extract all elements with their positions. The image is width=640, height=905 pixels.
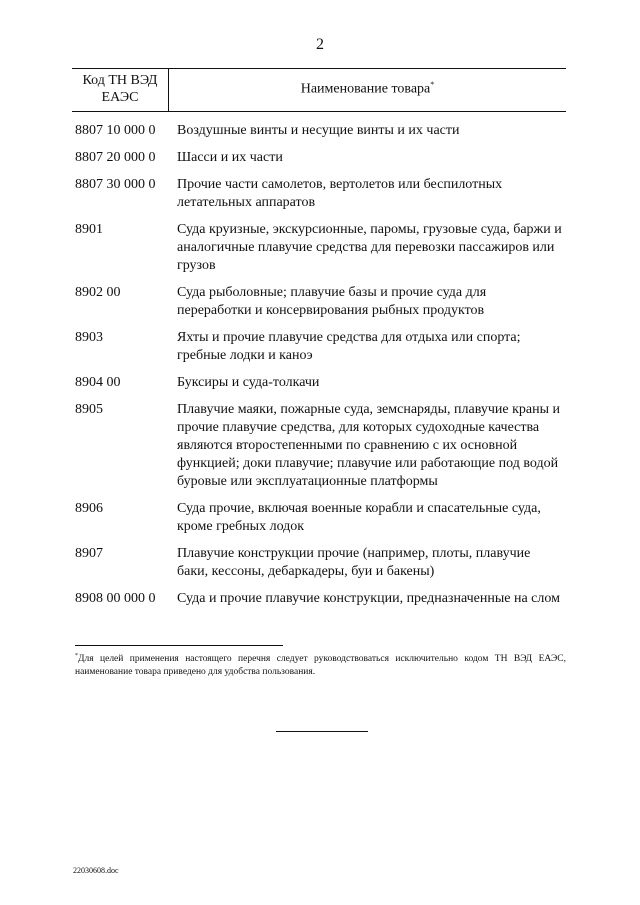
row-name: Воздушные винты и несущие винты и их части [177,123,460,138]
document-id: 22030608.doc [73,866,119,875]
table-row [75,176,569,212]
header-name-label: Наименование товара [300,81,431,97]
row-name: Яхты и прочие плавучие средства для отдыха или спорта; гребные лодки и каноэ [177,330,521,363]
row-name: Буксиры и суда-толкачи [177,375,320,390]
row-name: Плавучие конструкции прочие (например, плоты, плавучие баки, кессоны, дебаркадеры, буи и бакены) [177,546,531,579]
table-row [75,545,569,581]
row-code: 8908 00 000 0 [75,591,156,606]
footnote-divider [75,645,283,646]
table-row [75,122,569,140]
row-name: Суда и прочие плавучие конструкции, предназначенные на слом [177,591,560,606]
row-code: 8903 [75,330,103,345]
table-row [75,284,569,320]
header-name-column [169,69,566,111]
end-divider [276,731,368,732]
table-row [75,329,569,365]
table-row [75,149,569,167]
header-code-column: Код ТН ВЭД ЕАЭС [72,69,169,111]
row-code: 8807 20 000 0 [75,150,156,165]
row-code: 8807 30 000 0 [75,177,156,192]
footnote-mark: * [75,653,78,659]
row-code: 8902 00 [75,285,121,300]
table-row [75,221,569,275]
row-code: 8901 [75,222,103,237]
row-name: Суда прочие, включая военные корабли и спасательные суда, кроме гребных лодок [177,501,541,534]
row-code: 8905 [75,402,103,417]
table-row [75,401,569,491]
row-code: 8906 [75,501,103,516]
table-header [72,68,566,112]
goods-list [75,122,569,617]
footnote-text: Для целей применения настоящего перечня следует руководствоваться исключительно кодом ТН ВЭД ЕАЭС, наименование товара приведено для удобства пользования. [75,654,566,677]
row-code: 8807 10 000 0 [75,123,156,138]
header-footnote-mark: * [430,80,435,89]
footnote [75,650,566,678]
table-row [75,500,569,536]
row-name: Шасси и их части [177,150,283,165]
table-row [75,374,569,392]
row-name: Суда рыболовные; плавучие базы и прочие суда для переработки и консервирования рыбных продуктов [177,285,487,318]
row-name: Плавучие маяки, пожарные суда, земснаряды, плавучие краны и прочие плавучие средства, для которых судоходные качества являются второстепенными по сравнению с их основной функцией; доки плавучие; плавучие или работающие под водой буровые или эксплуатационные платформы [177,402,560,489]
row-code: 8907 [75,546,103,561]
page-number: 2 [316,36,324,53]
row-name: Суда круизные, экскурсионные, паромы, грузовые суда, баржи и аналогичные плавучие средства для перевозки пассажиров или грузов [177,222,562,273]
row-name: Прочие части самолетов, вертолетов или беспилотных летательных аппаратов [177,177,503,210]
row-code: 8904 00 [75,375,121,390]
table-row [75,590,569,608]
